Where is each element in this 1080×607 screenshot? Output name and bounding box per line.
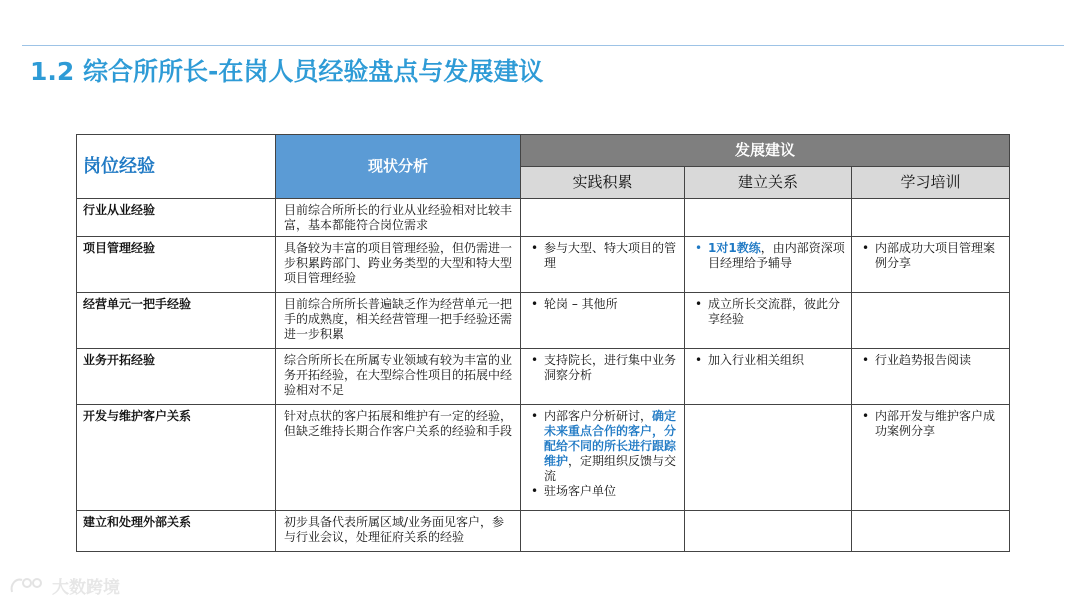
watermark: [8, 573, 120, 598]
list-item: • 参与大型、特大项目的管理: [527, 241, 678, 271]
relation-cell: [685, 293, 852, 349]
list-item: [691, 241, 845, 271]
row-label: 经营单元一把手经验: [77, 293, 276, 349]
row-label: 行业从业经验: [77, 199, 276, 237]
practice-cell: [521, 293, 685, 349]
header-post-experience: 岗位经验: [77, 135, 276, 199]
training-cell: [852, 293, 1010, 349]
list-item: • 支持院长，进行集中业务洞察分析: [527, 353, 678, 383]
list-item: • 加入行业相关组织: [691, 353, 845, 368]
row-label: 开发与维护客户关系: [77, 405, 276, 511]
practice-cell: [521, 349, 685, 405]
table-row: [77, 349, 1010, 405]
status-text: 初步具备代表所属区域/业务面见客户，参与行业会议，处理征府关系的经验: [276, 511, 521, 552]
list-item: • 轮岗 – 其他所: [527, 297, 678, 312]
status-text: 综合所所长在所属专业领域有较为丰富的业务开拓经验，在大型综合性项目的拓展中经验相对不足: [276, 349, 521, 405]
practice-cell: [521, 405, 685, 511]
page-title: 1.2 综合所所长-在岗人员经验盘点与发展建议: [30, 57, 544, 86]
watermark-text: 大数跨境: [52, 578, 120, 598]
list-item-text: ，由内部资深项目经理给予辅导: [708, 241, 845, 270]
highlight-text: 1对1教练: [708, 241, 761, 255]
watermark-logo-icon: [8, 574, 48, 598]
status-text: 目前综合所所长普遍缺乏作为经营单元一把手的成熟度，相关经营管理一把手经验还需进一步积累: [276, 293, 521, 349]
training-cell: [852, 511, 1010, 552]
subheader-relationship: 建立关系: [685, 167, 852, 199]
list-item: • 行业趋势报告阅读: [858, 353, 1003, 368]
header-row: [77, 135, 1010, 167]
relation-cell: [685, 237, 852, 293]
status-text: 目前综合所所长的行业从业经验相对比较丰富，基本都能符合岗位需求: [276, 199, 521, 237]
row-label: 建立和处理外部关系: [77, 511, 276, 552]
relation-cell: [685, 199, 852, 237]
list-item: • 驻场客户单位: [527, 484, 678, 499]
table-row: [77, 405, 1010, 511]
list-item: [527, 409, 678, 484]
row-label: 项目管理经验: [77, 237, 276, 293]
subheader-practice: 实践积累: [521, 167, 685, 199]
status-text: 针对点状的客户拓展和维护有一定的经验，但缺乏维持长期合作客户关系的经验和手段: [276, 405, 521, 511]
training-cell: [852, 349, 1010, 405]
practice-cell: [521, 237, 685, 293]
table-row: [77, 237, 1010, 293]
relation-cell: [685, 405, 852, 511]
list-item: • 成立所长交流群，彼此分享经验: [691, 297, 845, 327]
table-row: [77, 511, 1010, 552]
training-cell: [852, 199, 1010, 237]
table-row: [77, 199, 1010, 237]
row-label: 业务开拓经验: [77, 349, 276, 405]
experience-table: [76, 134, 1010, 552]
relation-cell: [685, 511, 852, 552]
table-row: [77, 293, 1010, 349]
top-divider: [22, 45, 1064, 46]
list-item-text: 内部客户分析研讨，: [544, 409, 653, 423]
training-cell: [852, 237, 1010, 293]
list-item: • 内部成功大项目管理案例分享: [858, 241, 1003, 271]
list-item: • 内部开发与维护客户成功案例分享: [858, 409, 1003, 439]
highlight-text: 确定未来重点合作的客户，分配给不同的所长进行跟踪维护: [544, 409, 677, 468]
header-status-analysis: 现状分析: [276, 135, 521, 199]
status-text: 具备较为丰富的项目管理经验，但仍需进一步积累跨部门、跨业务类型的大型和特大型项目管理经验: [276, 237, 521, 293]
header-development-advice: 发展建议: [521, 135, 1010, 167]
list-item-text: ，定期组织反馈与交流: [544, 454, 677, 483]
practice-cell: [521, 199, 685, 237]
practice-cell: [521, 511, 685, 552]
subheader-training: 学习培训: [852, 167, 1010, 199]
relation-cell: [685, 349, 852, 405]
training-cell: [852, 405, 1010, 511]
